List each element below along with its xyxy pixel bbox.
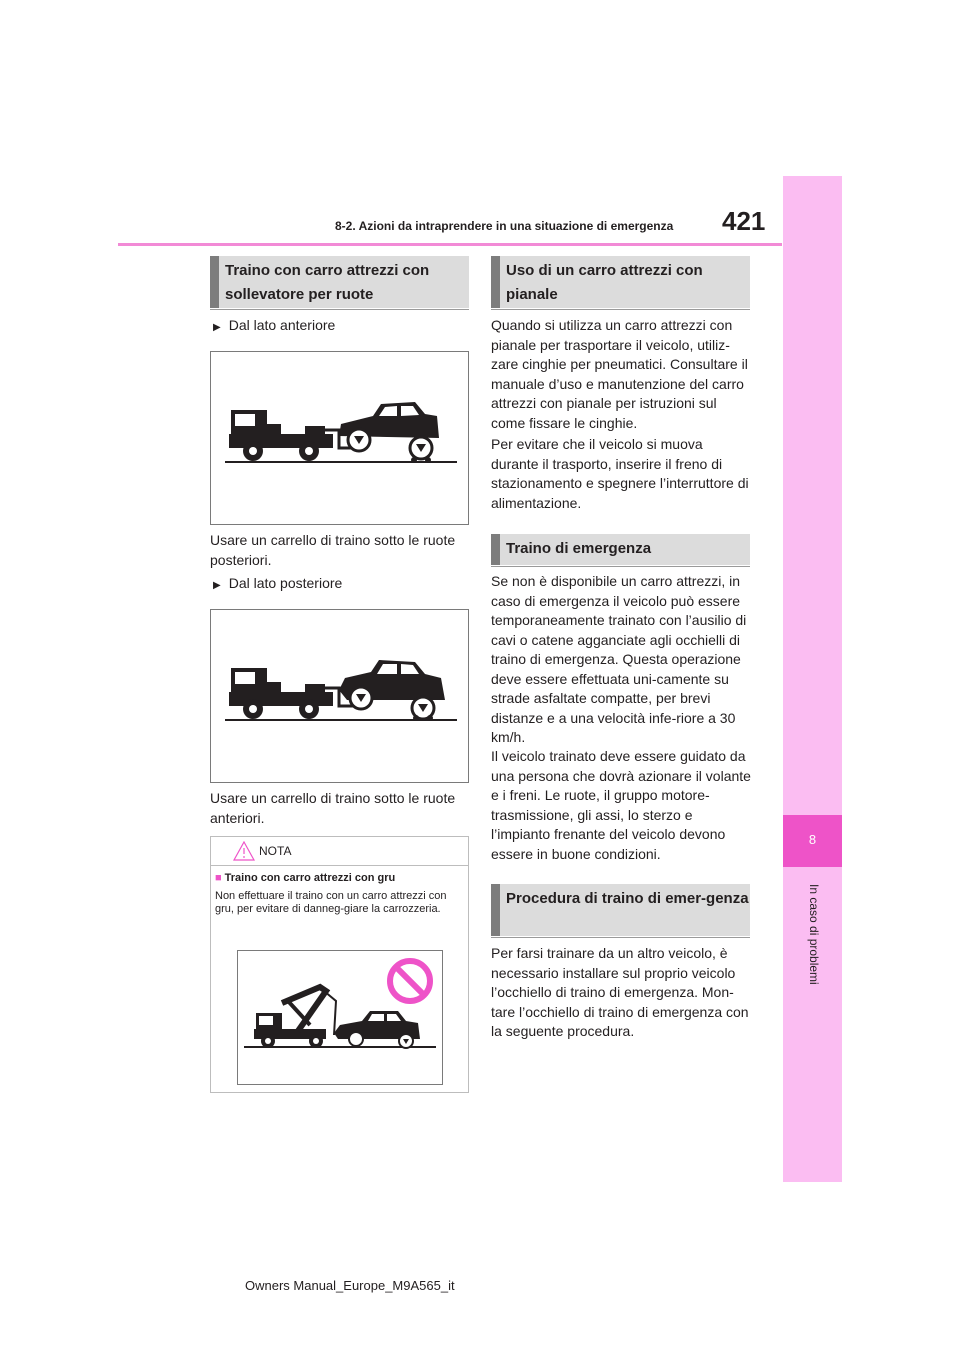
section-heading-flatbed: Uso di un carro attrezzi con pianale [491, 256, 750, 308]
bullet-triangle-icon: ▶ [213, 580, 221, 591]
note-box [210, 836, 469, 1093]
truck-towing-car-front-icon [211, 352, 468, 524]
chapter-number: 8 [808, 832, 817, 847]
caption-rear: Usare un carrello di traino sotto le ruote anteriori. [210, 790, 456, 826]
page-number: 421 [722, 206, 766, 236]
flatbed-paragraph-1: Quando si utilizza un carro attrezzi con pianale per trasportare il veicolo, utiliz-zare cinghie per pneumatici. Consultare il manuale d’uso e manutenzione del carro attrezzi con pianale per istruzioni sul come fissare le cinghie. [491, 317, 748, 431]
footer-doc-id: Owners Manual_Europe_M9A565_it [245, 1278, 455, 1293]
chapter-title: In caso di problemi [807, 884, 821, 985]
bullet-front-label: Dal lato anteriore [228, 317, 336, 333]
page-section-title: 8-2. Azioni da intraprendere in una situazione di emergenza [335, 219, 674, 233]
truck-towing-car-rear-icon [211, 610, 468, 782]
warning-triangle-icon [233, 841, 255, 861]
square-bullet-icon: ■ [215, 872, 222, 884]
note-header [211, 837, 468, 866]
note-text: Non effettuare il traino con un carro attrezzi con gru, per evitare di danneg-giare la carrozzeria. [215, 890, 447, 915]
note-label: NOTA [259, 844, 292, 858]
note-subheading-text: Traino con carro attrezzi con gru [224, 872, 396, 884]
emergency-paragraph-1: Se non è disponibile un carro attrezzi, in caso di emergenza il veicolo può essere temporaneamente trainato con l’ausilio di cavi o catene agganciate agli occhielli di traino di emergenza. Questa operazione deve essere effettuata uni-camente su strade asfaltate compatte, per brevi distanze e a una velocità infe-riore a 30 km/h. [491, 573, 747, 745]
header-divider [118, 243, 782, 246]
emergency-paragraph-2: Il veicolo trainato deve essere guidato da una persona che dovrà azionare il volante e i freni. Le ruote, il gruppo motore-trasmissione, gli assi, lo sterzo e l’impianto frenante del veicolo devono essere in buone condizioni. [491, 748, 751, 862]
prohibited-crane-tow-icon [238, 951, 442, 1084]
section-heading-wheel-lift: Traino con carro attrezzi con sollevatore per ruote [210, 256, 469, 308]
section-heading-emergency: Traino di emergenza [491, 534, 750, 565]
figure-tow-rear [210, 609, 469, 783]
flatbed-paragraph-2: Per evitare che il veicolo si muova durante il trasporto, inserire il freno di stazionamento e spegnere l’interruttore di alimentazione. [491, 436, 749, 511]
figure-tow-front [210, 351, 469, 525]
figure-crane-tow [237, 950, 443, 1085]
chapter-side-tab [783, 176, 842, 1182]
procedure-paragraph-1: Per farsi trainare da un altro veicolo, è necessario installare sul proprio veicolo l’occhiello di traino di emergenza. Mon-tare l’occhiello di traino di emergenza con la seguente procedura. [491, 945, 749, 1039]
note-subheading [215, 872, 395, 884]
caption-front: Usare un carrello di traino sotto le ruote posteriori. [210, 532, 456, 568]
bullet-front [213, 317, 335, 333]
bullet-rear [213, 575, 342, 591]
bullet-triangle-icon: ▶ [213, 322, 221, 333]
section-heading-procedure: Procedura di traino di emer-genza [491, 884, 750, 936]
bullet-rear-label: Dal lato posteriore [228, 575, 343, 591]
